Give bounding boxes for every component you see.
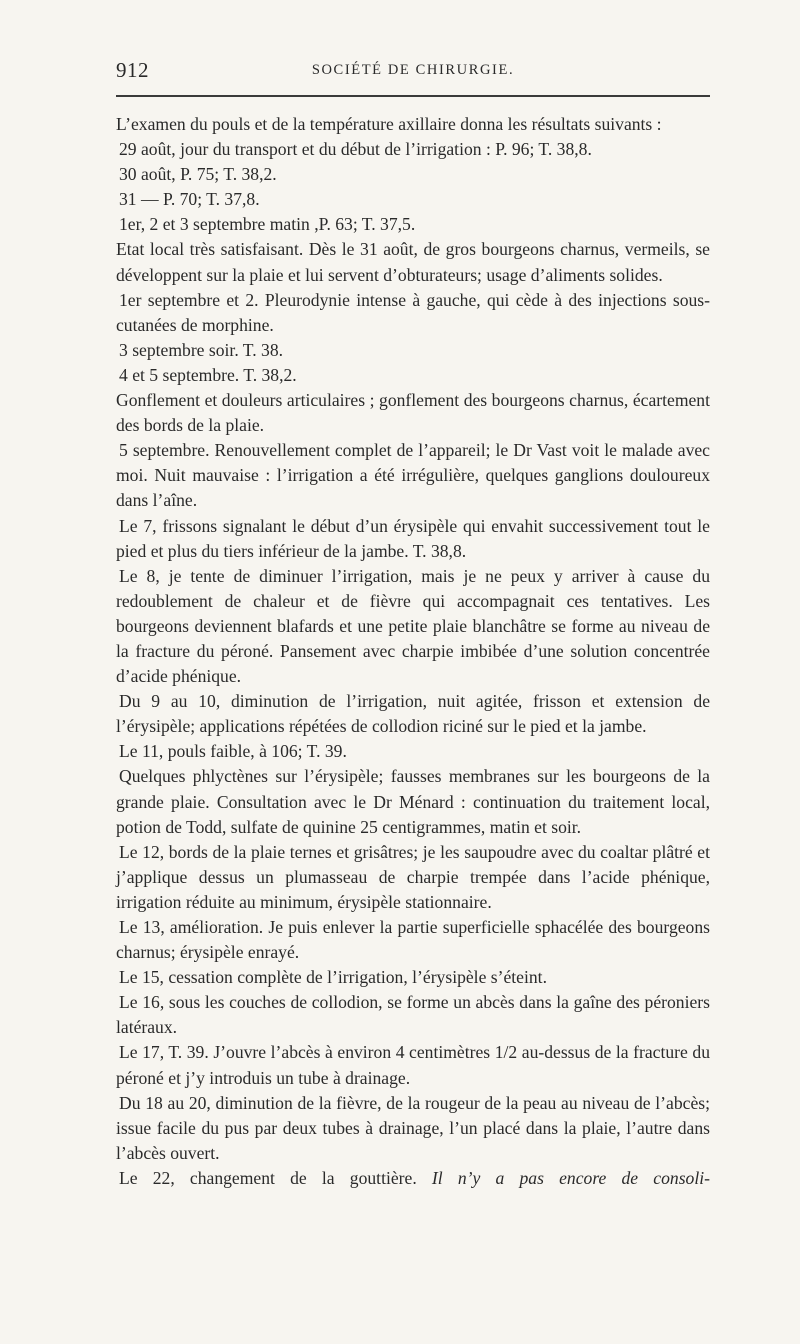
paragraph-last bbox=[116, 1166, 710, 1191]
page-number: 912 bbox=[116, 58, 149, 82]
paragraph: Le 13, amélioration. Je puis enlever la partie superficielle sphacélée des bourgeons charnus; érysipèle enrayé. bbox=[116, 917, 710, 963]
body-text bbox=[116, 112, 710, 1191]
paragraph: Le 11, pouls faible, à 106; T. 39. bbox=[119, 741, 347, 762]
paragraph: 29 août, jour du transport et du début de l’irrigation : P. 96; T. 38,8. bbox=[119, 139, 592, 160]
paragraph: 3 septembre soir. T. 38. bbox=[119, 339, 284, 360]
paragraph: Le 17, T. 39. J’ouvre l’abcès à environ 4 centimètres 1/2 au-dessus de la fracture du péroné et j’y introduis un tube à drainage. bbox=[116, 1042, 710, 1088]
paragraph: Le 8, je tente de diminuer l’irrigation, mais je ne peux y arriver à cause du redoublement de chaleur et de fièvre qui accompagnait ces tentatives. Les bourgeons deviennent blafards et une petite plaie blanchâtre se forme au niveau de la fracture du péroné. Pansement avec charpie imbibée d’une solution concentrée d’acide phénique. bbox=[116, 565, 710, 687]
running-head: SOCIÉTÉ DE CHIRURGIE. bbox=[311, 62, 515, 78]
page-header bbox=[116, 58, 710, 88]
paragraph: Le 16, sous les couches de collodion, se forme un abcès dans la gaîne des péroniers latéraux. bbox=[116, 992, 710, 1038]
paragraph: 5 septembre. Renouvellement complet de l’appareil; le Dr Vast voit le malade avec moi. Nuit mauvaise : l’irrigation a été irrégulière, quelques ganglions douloureux dans l’aîne. bbox=[116, 440, 710, 511]
paragraph: Le 7, frissons signalant le début d’un érysipèle qui envahit successivement tout le pied et plus du tiers inférieur de la jambe. T. 38,8. bbox=[116, 515, 710, 561]
paragraph: Quelques phlyctènes sur l’érysipèle; fausses membranes sur les bourgeons de la grande plaie. Consultation avec le Dr Ménard : continuation du traitement local, potion de Todd, sulfate de quinine 25 centigrammes, matin et soir. bbox=[116, 766, 710, 837]
paragraph: 4 et 5 septembre. T. 38,2. bbox=[119, 364, 297, 385]
last-paragraph-italic: Il n’y a pas encore de consoli- bbox=[431, 1167, 710, 1188]
paragraph: Le 12, bords de la plaie ternes et grisâtres; je les saupoudre avec du coaltar plâtré et j’applique dessus un plumasseau de charpie trempée dans l’acide phénique, irrigation réduite au minimum, érysipèle stationnaire. bbox=[116, 841, 710, 912]
header-rule bbox=[116, 95, 710, 97]
paragraph: 1er septembre et 2. Pleurodynie intense à gauche, qui cède à des injections sous-cutanées de morphine. bbox=[116, 289, 710, 335]
paragraph: Etat local très satisfaisant. Dès le 31 août, de gros bourgeons charnus, vermeils, se développent sur la plaie et lui servent d’obturateurs; usage d’aliments solides. bbox=[116, 239, 710, 285]
paragraph: Gonflement et douleurs articulaires ; gonflement des bourgeons charnus, écartement des bords de la plaie. bbox=[116, 390, 710, 436]
paragraph: Le 15, cessation complète de l’irrigation, l’érysipèle s’éteint. bbox=[119, 967, 547, 988]
last-paragraph-roman: Le 22, changement de la gouttière. bbox=[119, 1167, 417, 1188]
paragraph: Du 9 au 10, diminution de l’irrigation, nuit agitée, frisson et extension de l’érysipèle; applications répétées de collodion riciné sur le pied et la jambe. bbox=[116, 691, 710, 737]
paragraph: 1er, 2 et 3 septembre matin ,P. 63; T. 37,5. bbox=[119, 214, 416, 235]
paragraph: Du 18 au 20, diminution de la fièvre, de la rougeur de la peau au niveau de l’abcès; issue facile du pus par deux tubes à drainage, l’un placé dans la plaie, l’autre dans l’abcès ouvert. bbox=[116, 1092, 710, 1163]
paragraph: L’examen du pouls et de la température axillaire donna les résultats suivants : bbox=[116, 114, 662, 134]
paragraph: 31 — P. 70; T. 37,8. bbox=[119, 189, 260, 210]
paragraph: 30 août, P. 75; T. 38,2. bbox=[119, 164, 277, 185]
